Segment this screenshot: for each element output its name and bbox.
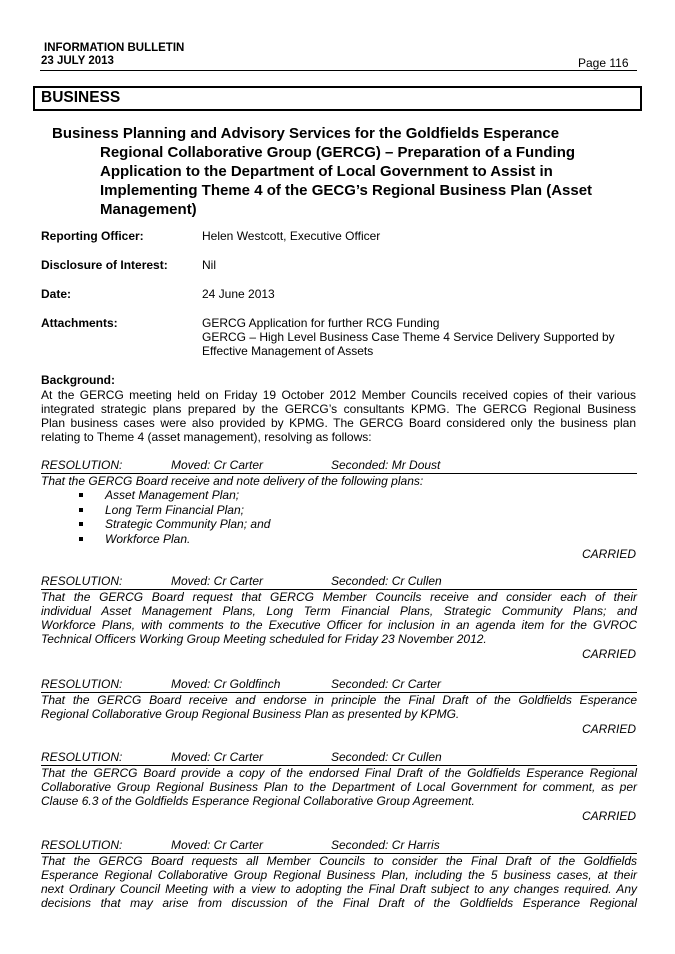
resolution-label: RESOLUTION:	[41, 677, 123, 691]
resolution-block	[41, 750, 637, 823]
bulletin-date: 23 JULY 2013	[41, 55, 114, 67]
resolution-header	[41, 574, 637, 590]
plan-list	[41, 488, 637, 546]
date-text: 24 June 2013	[202, 287, 275, 301]
item-title-line: Application to the Department of Local Government to Assist in	[100, 163, 553, 180]
disclosure-value	[202, 258, 642, 272]
resolution-line: next Ordinary Council Meeting with a view to adopting the Final Draft subject to any changes required. Any	[41, 882, 637, 896]
resolution-header	[41, 458, 637, 474]
resolution-line: That the GERCG Board receive and endorse in principle the Final Draft of the Goldfields Esperance	[41, 693, 637, 707]
date-label: Date:	[41, 287, 72, 301]
moved-by: Moved: Cr Carter	[171, 574, 264, 588]
resolution-line: Clause 6.3 of the Goldfields Esperance Regional Collaborative Group Agreement.	[41, 794, 475, 808]
resolution-text	[41, 854, 637, 910]
resolution-line: That the GERCG Board receive and note delivery of the following plans:	[41, 474, 424, 488]
list-item-text: Workforce Plan.	[105, 531, 191, 546]
paragraph-line: relating to Theme 4 (asset management), resolving as follows:	[41, 430, 372, 444]
list-item	[79, 517, 637, 532]
resolution-header	[41, 750, 637, 766]
resolution-block	[41, 458, 637, 561]
moved-by: Moved: Cr Carter	[171, 750, 264, 764]
resolution-label: RESOLUTION:	[41, 838, 123, 852]
bullet-icon	[79, 522, 83, 526]
attachments-list	[202, 316, 642, 358]
attachment-item: Effective Management of Assets	[202, 344, 374, 358]
item-title	[52, 124, 642, 219]
resolution-line: decisions that may arise from discussion of the Final Draft of the Goldfields Esperance Regional	[41, 896, 637, 910]
resolution-text	[41, 766, 637, 823]
bullet-icon	[79, 493, 83, 497]
header-rule	[40, 70, 637, 71]
paragraph-line: Plan business cases were also provided by KPMG. The GERCG Board considered only the business plan	[41, 416, 636, 430]
carried-status: CARRIED	[581, 647, 636, 661]
paragraph-line: At the GERCG meeting held on Friday 19 October 2012 Member Councils received copies of their various	[41, 388, 636, 402]
resolution-header	[41, 677, 637, 693]
resolution-line: Workforce Plans, with comments to the Executive Officer for inclusion in an agenda item for the GVROC	[41, 618, 637, 632]
section-label: BUSINESS	[41, 89, 121, 106]
list-item-text: Long Term Financial Plan;	[105, 502, 244, 517]
reporting-officer-label: Reporting Officer:	[41, 229, 144, 243]
moved-by: Moved: Cr Carter	[171, 458, 264, 472]
resolution-text	[41, 590, 637, 661]
item-title-line: Regional Collaborative Group (GERCG) – Preparation of a Funding	[100, 144, 576, 161]
resolution-label: RESOLUTION:	[41, 574, 123, 588]
carried-status: CARRIED	[581, 722, 636, 736]
list-item	[79, 503, 637, 518]
disclosure-text: Nil	[202, 258, 216, 272]
page-number: Page 116	[578, 56, 629, 70]
reporting-officer-text: Helen Westcott, Executive Officer	[202, 229, 381, 243]
resolution-label: RESOLUTION:	[41, 750, 123, 764]
resolution-line: Collaborative Group Regional Business Plan to the Department of Local Government for comment, as per	[41, 780, 637, 794]
date-value	[202, 287, 642, 301]
seconded-by: Seconded: Cr Cullen	[331, 750, 442, 764]
item-title-line: Implementing Theme 4 of the GECG’s Regional Business Plan (Asset	[100, 182, 593, 199]
resolution-line: That the GERCG Board request that GERCG Member Councils receive and consider each of their	[41, 590, 637, 604]
section-banner	[33, 86, 642, 111]
resolution-line: That the GERCG Board requests all Member Councils to consider the Final Draft of the Goldfields	[41, 854, 637, 868]
attachment-item: GERCG Application for further RCG Funding	[202, 316, 440, 330]
seconded-by: Seconded: Cr Carter	[331, 677, 442, 691]
reporting-officer-value	[202, 229, 642, 243]
background-paragraph	[41, 388, 636, 444]
list-item-text: Asset Management Plan;	[105, 488, 240, 502]
attachment-item: GERCG – High Level Business Case Theme 4 Service Delivery Supported by	[202, 330, 615, 344]
resolution-header	[41, 838, 637, 854]
resolution-block	[41, 574, 637, 661]
list-item-text: Strategic Community Plan; and	[105, 517, 271, 531]
bulletin-title: INFORMATION BULLETIN	[44, 42, 185, 54]
resolution-line: That the GERCG Board provide a copy of the endorsed Final Draft of the Goldfields Esperance Regional	[41, 766, 637, 780]
resolution-label: RESOLUTION:	[41, 458, 123, 472]
moved-by: Moved: Cr Carter	[171, 838, 264, 852]
item-title-line: Management)	[100, 201, 197, 218]
resolution-block	[41, 838, 637, 910]
list-item	[79, 488, 637, 503]
carried-status: CARRIED	[581, 547, 636, 561]
attachments-label: Attachments:	[41, 316, 118, 330]
moved-by: Moved: Cr Goldfinch	[171, 677, 281, 691]
resolution-line: individual Asset Management Plans, Long Term Financial Plans, Strategic Community Plans; and	[41, 604, 637, 618]
bullet-icon	[79, 537, 83, 541]
background-heading: Background:	[41, 373, 116, 387]
resolution-text	[41, 474, 637, 561]
seconded-by: Seconded: Mr Doust	[331, 458, 441, 472]
bullet-icon	[79, 508, 83, 512]
resolution-line: Esperance Regional Collaborative Group Regional Business Plan, including the 5 business cases, at their	[41, 868, 637, 882]
list-item	[79, 532, 637, 547]
resolution-line: Regional Collaborative Group Regional Business Plan as presented by KPMG.	[41, 707, 460, 721]
item-title-line: Business Planning and Advisory Services for the Goldfields Esperance	[52, 125, 560, 142]
seconded-by: Seconded: Cr Cullen	[331, 574, 442, 588]
seconded-by: Seconded: Cr Harris	[331, 838, 440, 852]
resolution-line: Technical Officers Working Group Meeting scheduled for Friday 23 November 2012.	[41, 632, 487, 646]
disclosure-label: Disclosure of Interest:	[41, 258, 168, 272]
resolution-text	[41, 693, 637, 736]
carried-status: CARRIED	[581, 809, 636, 823]
resolution-block	[41, 677, 637, 736]
paragraph-line: integrated strategic plans prepared by the GERCG’s consultants KPMG. The GERCG Regional Business	[41, 402, 636, 416]
